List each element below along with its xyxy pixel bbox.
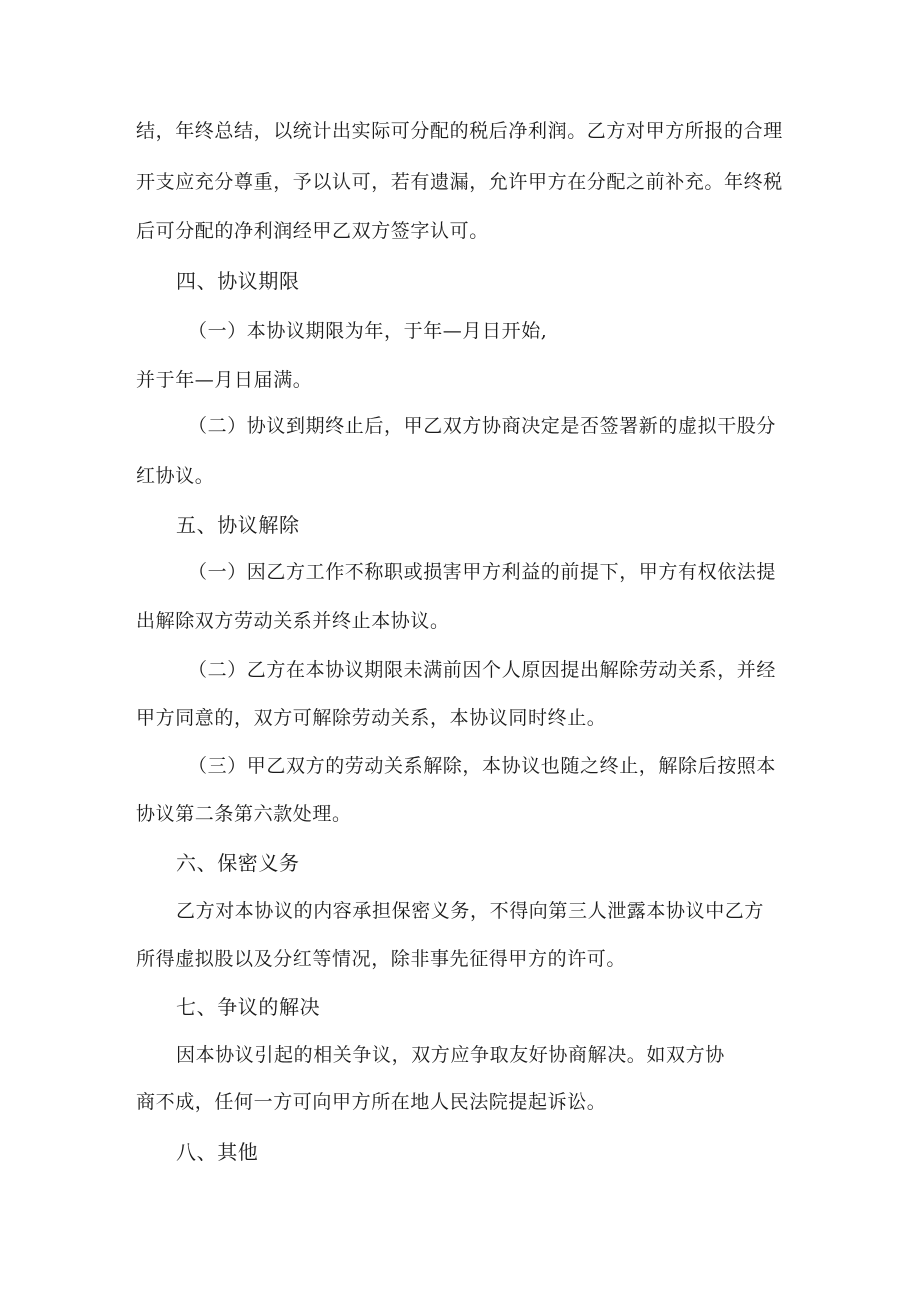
paragraph-line: 开支应充分尊重，予以认可，若有遗漏，允许甲方在分配之前补充。年终税 <box>136 171 783 193</box>
paragraph-line: 后可分配的净利润经甲乙双方签字认可。 <box>136 220 489 242</box>
section-heading-7: 七、争议的解决 <box>176 995 321 1019</box>
clause-line: 商不成，任何一方可向甲方所在地人民法院提起诉讼。 <box>136 1091 607 1113</box>
clause-line: 甲方同意的，双方可解除劳动关系，本协议同时终止。 <box>136 707 607 729</box>
clause-line: （一）因乙方工作不称职或损害甲方利益的前提下，甲方有权依法提 <box>188 561 777 583</box>
section-heading-4: 四、协议期限 <box>176 269 300 293</box>
clause-line: 出解除双方劳动关系并终止本协议。 <box>136 610 450 632</box>
clause-line: 并于年—月日届满。 <box>136 369 313 391</box>
clause-line: 所得虚拟股以及分红等情况，除非事先征得甲方的许可。 <box>136 948 627 970</box>
section-heading-5: 五、协议解除 <box>176 513 300 537</box>
clause-line: 因本协议引起的相关争议，双方应争取友好协商解决。如双方协 <box>176 1044 725 1066</box>
section-heading-6: 六、保密义务 <box>176 851 300 875</box>
paragraph-line: 结，年终总结，以统计出实际可分配的税后净利润。乙方对甲方所报的合理 <box>136 120 783 142</box>
clause-line: 红协议。 <box>136 465 215 487</box>
clause-line: 乙方对本协议的内容承担保密义务，不得向第三人泄露本协议中乙方 <box>176 900 765 922</box>
section-heading-8: 八、其他 <box>176 1140 259 1164</box>
clause-line: （一）本协议期限为年，于年—月日开始, <box>188 320 548 342</box>
clause-line: （三）甲乙双方的劳动关系解除，本协议也随之终止，解除后按照本 <box>188 755 777 777</box>
clause-line: （二）乙方在本协议期限未满前因个人原因提出解除劳动关系，并经 <box>188 659 777 681</box>
clause-line: 协议第二条第六款处理。 <box>136 803 352 825</box>
clause-line: （二）协议到期终止后，甲乙双方协商决定是否签署新的虚拟干股分 <box>188 415 777 437</box>
